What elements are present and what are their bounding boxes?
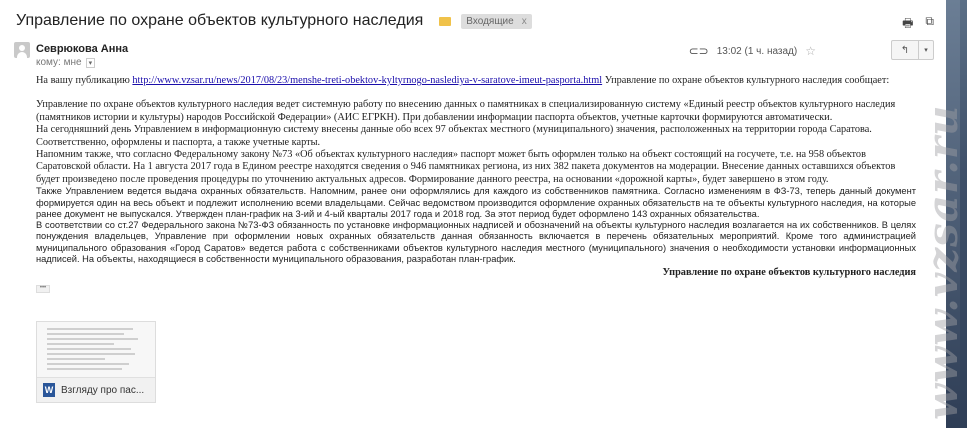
paragraph-count: На сегодняшний день Управлением в информационную систему внесены данные обо всех 97 объектах местного (муниципального) значения, расположенных на территории города Саратова. [36,124,872,136]
subject-row [16,10,532,32]
intro-prefix: На вашу публикацию [36,75,133,86]
recipient-details-icon[interactable]: ▾ [86,58,96,68]
reply-button[interactable] [891,40,919,60]
background-strip [946,0,960,428]
popout-icon[interactable]: ⧉ [925,14,934,28]
more-options-button[interactable] [919,40,934,60]
remove-label-icon[interactable]: x [521,15,527,27]
attachment-footer [37,377,155,402]
watermark: www.vzsar.ru [918,104,967,420]
paragraph-law: Напомним также, что согласно Федеральному закону №73 «Об объектах культурного наследия» паспорт может быть оформлен только на объект состоящий на госучете, т.е. на 958 объектов Саратовской области. На 1 августа 2017 года в Едином реестре находятся сведения о 946 памятниках региона, из них 382 пакета документов на модерации. Внесение данных оставшихся объектов будет произведено после проведения процедуры по уточнению актуальных адресов. Формирование данного реестра, на основании «дорожной карты», будет завершено в этом году. [36,149,896,185]
attachment-preview [47,328,143,378]
attachment-card[interactable] [36,321,156,403]
reply-icon: ↰ [900,44,910,56]
intro-suffix: Управление по охране объектов культурного наследия сообщает: [602,75,890,86]
recipient-label: кому: мне [36,57,82,68]
sender-name[interactable]: Севрюкова Анна [36,43,129,55]
label-tag-icon[interactable] [439,17,451,26]
paragraph-registry: Управление по охране объектов культурного наследия ведет системную работу по внесению данных о памятниках в специализированную систему «Единый реестр объектов культурного наследия (памятников истории и культуры) народов Российской Федерации» (АИС ЕГРКН). При добавлении информации паспорта объектов, учетные карточки формируются автоматически. [36,99,896,123]
paragraph-inscriptions: В соответствии со ст.27 Федерального закона №73-ФЗ обязанность по установке информационных надписей и обозначений на объекты культурного наследия возлагается на их собственников. В целях понуждения владельцев, Управление при оформлении новых охранных обязательств данная обязанность включается в перечень обязательных мероприятий. Кроме того администрацией муниципального образования «Город Саратов» ведется работа с собственниками объектов культурного наследия местного (муниципального) значения о необходимости установки информационных надписей. На объекты, находящиеся в собственности муниципального образования, разработан план-график. [36,220,916,265]
show-trimmed-button[interactable]: ••• [36,285,50,293]
message-time: 13:02 (1 ч. назад) [716,45,798,57]
top-toolbar [902,14,934,35]
message-body [36,75,916,280]
signature: Управление по охране объектов культурного наследия [662,267,916,279]
word-doc-icon: W [44,385,54,395]
article-link[interactable]: http://www.vzsar.ru/news/2017/08/23/menshe-treti-obektov-kyltyrnogo-naslediya-v-saratove-imeut-pasporta.html [132,75,603,86]
attachment-clip-icon: ⊂⊃ [688,44,709,58]
recipient-row [36,57,95,68]
reply-controls [891,40,934,60]
paragraph-passports: Соответственно, оформлены и паспорта, а также учетные карты. [36,136,321,148]
attachment-filename: Взгляду про пас... [61,384,145,396]
star-icon[interactable]: ☆ [805,44,816,58]
print-icon[interactable]: 🖶 [902,16,914,30]
avatar [14,42,30,58]
inbox-badge-label: Входящие [466,15,514,27]
chevron-down-icon: ▾ [924,47,928,54]
message-meta [689,44,816,58]
paragraph-obligations: Также Управлением ведется выдача охранных обязательств. Напомним, ранее они оформлялись для каждого из собственников памятника. Согласно изменениям в ФЗ-73, теперь данный документ формируется один на весь объект и подлежит исполнению всеми владельцами. Сейчас ведомством производится оформление охранных обязательств на те объекты культурного наследия, на которые ранее документ не выпускался. Утвержден план-график на 3-ий и 4-ый кварталы 2017 года и 2018 год. За этот период будет оформлено 143 охранных обязательства. [36,186,916,219]
inbox-badge[interactable] [461,14,531,29]
email-subject: Управление по охране объектов культурного наследия [16,12,424,29]
intro-paragraph [36,75,916,87]
